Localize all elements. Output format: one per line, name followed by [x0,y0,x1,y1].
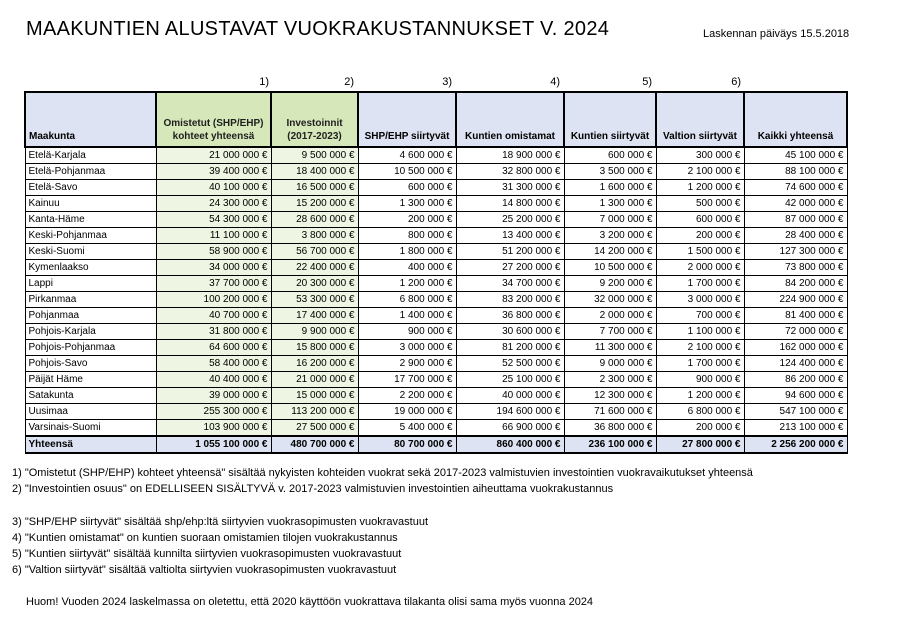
footnote-5: 5) "Kuntien siirtyvät" sisältää kunnilta siirtyvien vuokrasopimusten vuokravastuut [12,548,402,560]
cell-region[interactable]: Pohjois-Savo [25,356,156,372]
cell-own-sites[interactable]: 58 900 000 € [156,244,271,260]
table-row [25,388,847,404]
cell-investments[interactable]: 21 000 000 € [271,372,358,388]
cell-state-transfers[interactable]: 1 100 000 € [656,324,744,340]
cell-total[interactable]: 224 900 000 € [744,292,847,308]
footnote-2: 2) "Investointien osuus" on EDELLISEEN SISÄLTYVÄ v. 2017-2023 valmistuvien investointien aiheuttama vuokrakustannus [12,483,614,495]
cell-shp-transfers[interactable]: 6 800 000 € [358,292,456,308]
cell-region[interactable]: Päijät Häme [25,372,156,388]
cell-shp-transfers[interactable]: 17 700 000 € [358,372,456,388]
cell-own-sites[interactable]: 39 000 000 € [156,388,271,404]
total-cell-municipal-owned[interactable]: 860 400 000 € [456,436,564,453]
cell-state-transfers[interactable]: 900 000 € [656,372,744,388]
cell-shp-transfers[interactable]: 400 000 € [358,260,456,276]
cell-own-sites[interactable]: 11 100 000 € [156,228,271,244]
cell-municipal-transfers[interactable]: 9 200 000 € [564,276,656,292]
cell-municipal-owned[interactable]: 51 200 000 € [456,244,564,260]
cell-region[interactable]: Satakunta [25,388,156,404]
cell-state-transfers[interactable]: 3 000 000 € [656,292,744,308]
cell-region[interactable]: Varsinais-Suomi [25,420,156,437]
cell-municipal-transfers[interactable]: 10 500 000 € [564,260,656,276]
cell-municipal-transfers[interactable]: 1 600 000 € [564,180,656,196]
cell-total[interactable]: 81 400 000 € [744,308,847,324]
cell-state-transfers[interactable]: 2 100 000 € [656,340,744,356]
cell-own-sites[interactable]: 103 900 000 € [156,420,271,437]
cell-shp-transfers[interactable]: 4 600 000 € [358,147,456,164]
cell-own-sites[interactable]: 37 700 000 € [156,276,271,292]
cell-municipal-owned[interactable]: 27 200 000 € [456,260,564,276]
column-number-5: 5) [642,76,652,88]
table-row [25,212,847,228]
footnote-4: 4) "Kuntien omistamat" on kuntien suoraan omistamien tilojen vuokrakustannus [12,532,398,544]
cell-region[interactable]: Kainuu [25,196,156,212]
rent-cost-table [24,91,848,454]
cell-municipal-transfers[interactable]: 600 000 € [564,147,656,164]
cell-investments[interactable]: 20 300 000 € [271,276,358,292]
cell-own-sites[interactable]: 21 000 000 € [156,147,271,164]
cell-shp-transfers[interactable]: 3 000 000 € [358,340,456,356]
footer-note: Huom! Vuoden 2024 laskelmassa on oletettu, että 2020 käyttöön vuokrattava tilakanta olisi sama myös vuonna 2024 [26,596,594,608]
cell-own-sites[interactable]: 40 100 000 € [156,180,271,196]
header-state-transfers[interactable]: Valtion siirtyvät [656,92,744,147]
cell-municipal-owned[interactable]: 81 200 000 € [456,340,564,356]
table-row [25,244,847,260]
cell-state-transfers[interactable]: 200 000 € [656,228,744,244]
cell-municipal-owned[interactable]: 30 600 000 € [456,324,564,340]
cell-shp-transfers[interactable]: 2 200 000 € [358,388,456,404]
header-municipal-transfers[interactable]: Kuntien siirtyvät [564,92,656,147]
column-number-1: 1) [259,76,269,88]
cell-total[interactable]: 45 100 000 € [744,147,847,164]
cell-total[interactable]: 86 200 000 € [744,372,847,388]
cell-municipal-transfers[interactable]: 9 000 000 € [564,356,656,372]
cell-investments[interactable]: 15 200 000 € [271,196,358,212]
cell-total[interactable]: 84 200 000 € [744,276,847,292]
cell-region[interactable]: Pohjois-Pohjanmaa [25,340,156,356]
cell-state-transfers[interactable]: 1 200 000 € [656,388,744,404]
table-row [25,404,847,420]
cell-municipal-transfers[interactable]: 71 600 000 € [564,404,656,420]
table-row [25,196,847,212]
cell-investments[interactable]: 17 400 000 € [271,308,358,324]
cell-state-transfers[interactable]: 1 700 000 € [656,356,744,372]
cell-municipal-transfers[interactable]: 3 500 000 € [564,164,656,180]
cell-own-sites[interactable]: 39 400 000 € [156,164,271,180]
cell-municipal-owned[interactable]: 194 600 000 € [456,404,564,420]
cell-total[interactable]: 87 000 000 € [744,212,847,228]
total-row [25,436,847,453]
cell-total[interactable]: 88 100 000 € [744,164,847,180]
cell-own-sites[interactable]: 58 400 000 € [156,356,271,372]
header-region[interactable]: Maakunta [25,92,156,147]
cell-shp-transfers[interactable]: 900 000 € [358,324,456,340]
cell-own-sites[interactable]: 40 400 000 € [156,372,271,388]
cell-municipal-owned[interactable]: 40 000 000 € [456,388,564,404]
header-investments[interactable]: Investoinnit (2017-2023) [271,92,358,147]
cell-region[interactable]: Pohjois-Karjala [25,324,156,340]
cell-investments[interactable]: 16 500 000 € [271,180,358,196]
cell-region[interactable]: Etelä-Savo [25,180,156,196]
cell-investments[interactable]: 53 300 000 € [271,292,358,308]
table-row [25,340,847,356]
cell-state-transfers[interactable]: 300 000 € [656,147,744,164]
cell-investments[interactable]: 9 500 000 € [271,147,358,164]
cell-region[interactable]: Keski-Pohjanmaa [25,228,156,244]
table-row [25,180,847,196]
cell-shp-transfers[interactable]: 200 000 € [358,212,456,228]
total-cell-municipal-transfers[interactable]: 236 100 000 € [564,436,656,453]
table-row [25,372,847,388]
cell-investments[interactable]: 56 700 000 € [271,244,358,260]
cell-municipal-transfers[interactable]: 1 300 000 € [564,196,656,212]
cell-own-sites[interactable]: 54 300 000 € [156,212,271,228]
cell-total[interactable]: 94 600 000 € [744,388,847,404]
table-row [25,324,847,340]
cell-state-transfers[interactable]: 1 500 000 € [656,244,744,260]
cell-municipal-transfers[interactable]: 2 300 000 € [564,372,656,388]
cell-municipal-transfers[interactable]: 7 700 000 € [564,324,656,340]
cell-shp-transfers[interactable]: 19 000 000 € [358,404,456,420]
header-total[interactable]: Kaikki yhteensä [744,92,847,147]
cell-total[interactable]: 162 000 000 € [744,340,847,356]
footnote-3: 3) "SHP/EHP siirtyvät" sisältää shp/ehp:ltä siirtyvien vuokrasopimusten vuokravastuut [12,516,429,528]
cell-state-transfers[interactable]: 2 000 000 € [656,260,744,276]
cell-shp-transfers[interactable]: 1 800 000 € [358,244,456,260]
cell-municipal-owned[interactable]: 14 800 000 € [456,196,564,212]
calculation-date: Laskennan päiväys 15.5.2018 [703,28,850,40]
cell-total[interactable]: 28 400 000 € [744,228,847,244]
total-cell-state-transfers[interactable]: 27 800 000 € [656,436,744,453]
table-row [25,228,847,244]
cell-municipal-transfers[interactable]: 14 200 000 € [564,244,656,260]
cell-shp-transfers[interactable]: 1 200 000 € [358,276,456,292]
table-row [25,276,847,292]
cell-municipal-transfers[interactable]: 2 000 000 € [564,308,656,324]
cell-state-transfers[interactable]: 700 000 € [656,308,744,324]
cell-total[interactable]: 73 800 000 € [744,260,847,276]
cell-state-transfers[interactable]: 600 000 € [656,212,744,228]
header-own-sites[interactable]: Omistetut (SHP/EHP) kohteet yhteensä [156,92,271,147]
table-row [25,308,847,324]
cell-total[interactable]: 74 600 000 € [744,180,847,196]
cell-region[interactable]: Lappi [25,276,156,292]
cell-region[interactable]: Keski-Suomi [25,244,156,260]
cell-investments[interactable]: 3 800 000 € [271,228,358,244]
cell-own-sites[interactable]: 100 200 000 € [156,292,271,308]
footnote-6: 6) "Valtion siirtyvät" sisältää valtiolta siirtyvien vuokrasopimusten vuokravastuut [12,564,397,576]
cell-own-sites[interactable]: 40 700 000 € [156,308,271,324]
cell-investments[interactable]: 15 000 000 € [271,388,358,404]
cell-region[interactable]: Uusimaa [25,404,156,420]
cell-shp-transfers[interactable]: 10 500 000 € [358,164,456,180]
cell-investments[interactable]: 113 200 000 € [271,404,358,420]
cell-investments[interactable]: 22 400 000 € [271,260,358,276]
cell-municipal-owned[interactable]: 25 200 000 € [456,212,564,228]
cell-region[interactable]: Pirkanmaa [25,292,156,308]
column-number-4: 4) [550,76,560,88]
cell-shp-transfers[interactable]: 2 900 000 € [358,356,456,372]
cell-municipal-owned[interactable]: 34 700 000 € [456,276,564,292]
cell-shp-transfers[interactable]: 5 400 000 € [358,420,456,437]
cell-municipal-transfers[interactable]: 36 800 000 € [564,420,656,437]
cell-total[interactable]: 547 100 000 € [744,404,847,420]
total-cell-region[interactable]: Yhteensä [25,436,156,453]
table-row [25,420,847,437]
cell-own-sites[interactable]: 24 300 000 € [156,196,271,212]
cell-municipal-owned[interactable]: 83 200 000 € [456,292,564,308]
cell-municipal-owned[interactable]: 52 500 000 € [456,356,564,372]
table-row [25,164,847,180]
cell-investments[interactable]: 15 800 000 € [271,340,358,356]
cell-municipal-owned[interactable]: 13 400 000 € [456,228,564,244]
header-municipal-owned[interactable]: Kuntien omistamat [456,92,564,147]
cell-investments[interactable]: 27 500 000 € [271,420,358,437]
cell-municipal-transfers[interactable]: 11 300 000 € [564,340,656,356]
cell-region[interactable]: Pohjanmaa [25,308,156,324]
cell-municipal-owned[interactable]: 18 900 000 € [456,147,564,164]
total-cell-investments[interactable]: 480 700 000 € [271,436,358,453]
cell-municipal-transfers[interactable]: 32 000 000 € [564,292,656,308]
footnote-1: 1) "Omistetut (SHP/EHP) kohteet yhteensä" sisältää nykyisten kohteiden vuokrat sekä 2017-2023 valmistuvien investointien vuokravaikutukset yhteensä [12,467,753,479]
cell-region[interactable]: Etelä-Karjala [25,147,156,164]
cell-own-sites[interactable]: 34 000 000 € [156,260,271,276]
column-number-2: 2) [344,76,354,88]
cell-municipal-owned[interactable]: 36 800 000 € [456,308,564,324]
cell-investments[interactable]: 9 900 000 € [271,324,358,340]
cell-region[interactable]: Kymenlaakso [25,260,156,276]
total-cell-total[interactable]: 2 256 200 000 € [744,436,847,453]
cell-total[interactable]: 72 000 000 € [744,324,847,340]
header-shp-transfers[interactable]: SHP/EHP siirtyvät [358,92,456,147]
cell-own-sites[interactable]: 255 300 000 € [156,404,271,420]
cell-municipal-owned[interactable]: 32 800 000 € [456,164,564,180]
cell-state-transfers[interactable]: 1 200 000 € [656,180,744,196]
cell-investments[interactable]: 28 600 000 € [271,212,358,228]
cell-shp-transfers[interactable]: 600 000 € [358,180,456,196]
cell-shp-transfers[interactable]: 800 000 € [358,228,456,244]
cell-own-sites[interactable]: 64 600 000 € [156,340,271,356]
total-cell-own-sites[interactable]: 1 055 100 000 € [156,436,271,453]
cell-municipal-owned[interactable]: 66 900 000 € [456,420,564,437]
cell-municipal-owned[interactable]: 25 100 000 € [456,372,564,388]
cell-municipal-transfers[interactable]: 3 200 000 € [564,228,656,244]
cell-municipal-owned[interactable]: 31 300 000 € [456,180,564,196]
cell-state-transfers[interactable]: 500 000 € [656,196,744,212]
cell-state-transfers[interactable]: 6 800 000 € [656,404,744,420]
table-row [25,356,847,372]
cell-investments[interactable]: 18 400 000 € [271,164,358,180]
cell-investments[interactable]: 16 200 000 € [271,356,358,372]
cell-own-sites[interactable]: 31 800 000 € [156,324,271,340]
cell-municipal-transfers[interactable]: 12 300 000 € [564,388,656,404]
cell-state-transfers[interactable]: 200 000 € [656,420,744,437]
table-row [25,147,847,164]
cell-region[interactable]: Kanta-Häme [25,212,156,228]
cell-municipal-transfers[interactable]: 7 000 000 € [564,212,656,228]
column-number-3: 3) [442,76,452,88]
cell-shp-transfers[interactable]: 1 400 000 € [358,308,456,324]
cell-state-transfers[interactable]: 1 700 000 € [656,276,744,292]
cell-total[interactable]: 213 100 000 € [744,420,847,437]
column-number-6: 6) [731,76,741,88]
header-row [25,92,847,147]
total-cell-shp-transfers[interactable]: 80 700 000 € [358,436,456,453]
cell-total[interactable]: 124 400 000 € [744,356,847,372]
cell-total[interactable]: 42 000 000 € [744,196,847,212]
cell-state-transfers[interactable]: 2 100 000 € [656,164,744,180]
table-row [25,260,847,276]
cell-region[interactable]: Etelä-Pohjanmaa [25,164,156,180]
sheet-title: MAAKUNTIEN ALUSTAVAT VUOKRAKUSTANNUKSET V. 2024 [26,18,610,40]
cell-shp-transfers[interactable]: 1 300 000 € [358,196,456,212]
cell-total[interactable]: 127 300 000 € [744,244,847,260]
table-row [25,292,847,308]
